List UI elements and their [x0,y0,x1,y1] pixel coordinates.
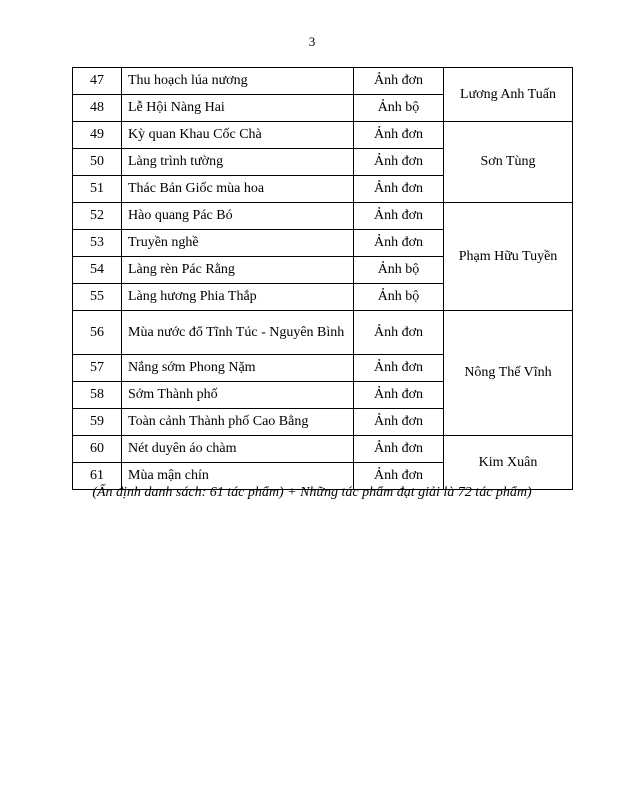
entry-type: Ảnh bộ [354,284,444,311]
entry-type: Ảnh bộ [354,257,444,284]
entry-number: 47 [73,68,122,95]
entry-title: Nét duyên áo chàm [122,436,354,463]
entry-number: 52 [73,203,122,230]
entry-title: Làng trình tường [122,149,354,176]
entry-type: Ảnh đơn [354,203,444,230]
entry-type: Ảnh bộ [354,95,444,122]
entry-type: Ảnh đơn [354,176,444,203]
entry-type: Ảnh đơn [354,149,444,176]
entry-type: Ảnh đơn [354,382,444,409]
entry-number: 49 [73,122,122,149]
entry-author: Sơn Tùng [444,122,573,203]
entry-title: Mùa nước đổ Tĩnh Túc - Nguyên Bình [122,311,354,355]
table-row [73,203,573,230]
entry-title: Mùa mận chín [122,463,354,490]
entry-type: Ảnh đơn [354,436,444,463]
table-row [73,436,573,463]
entry-title: Lễ Hội Nàng Hai [122,95,354,122]
table-row [73,311,573,355]
entry-number: 57 [73,355,122,382]
entry-title: Hào quang Pác Bó [122,203,354,230]
list-summary-caption: (Ấn định danh sách: 61 tác phẩm) + Những tác phẩm đạt giải là 72 tác phẩm) [92,485,532,500]
entry-number: 58 [73,382,122,409]
entry-number: 48 [73,95,122,122]
entry-number: 56 [73,311,122,355]
entry-author: Kim Xuân [444,436,573,490]
entry-type: Ảnh đơn [354,122,444,149]
entry-type: Ảnh đơn [354,463,444,490]
entry-type: Ảnh đơn [354,311,444,355]
entry-type: Ảnh đơn [354,230,444,257]
entry-number: 54 [73,257,122,284]
works-table-body [73,68,573,490]
entry-number: 51 [73,176,122,203]
entry-title: Kỳ quan Khau Cốc Chà [122,122,354,149]
table-row [73,122,573,149]
entry-number: 55 [73,284,122,311]
entry-title: Sớm Thành phố [122,382,354,409]
table-row [73,68,573,95]
entry-title: Nắng sớm Phong Nặm [122,355,354,382]
entry-type: Ảnh đơn [354,409,444,436]
entry-author: Lương Anh Tuấn [444,68,573,122]
entry-number: 50 [73,149,122,176]
entry-number: 59 [73,409,122,436]
entry-author: Phạm Hữu Tuyền [444,203,573,311]
entry-number: 61 [73,463,122,490]
works-table [72,67,573,490]
entry-title: Truyền nghề [122,230,354,257]
entry-type: Ảnh đơn [354,355,444,382]
entry-title: Làng rèn Pác Rằng [122,257,354,284]
entry-author: Nông Thế Vĩnh [444,311,573,436]
page-number: 3 [308,34,316,49]
entry-number: 60 [73,436,122,463]
entry-title: Làng hương Phia Thắp [122,284,354,311]
entry-type: Ảnh đơn [354,68,444,95]
entry-title: Toàn cảnh Thành phố Cao Bằng [122,409,354,436]
entry-number: 53 [73,230,122,257]
entry-title: Thác Bản Giốc mùa hoa [122,176,354,203]
entry-title: Thu hoạch lúa nương [122,68,354,95]
